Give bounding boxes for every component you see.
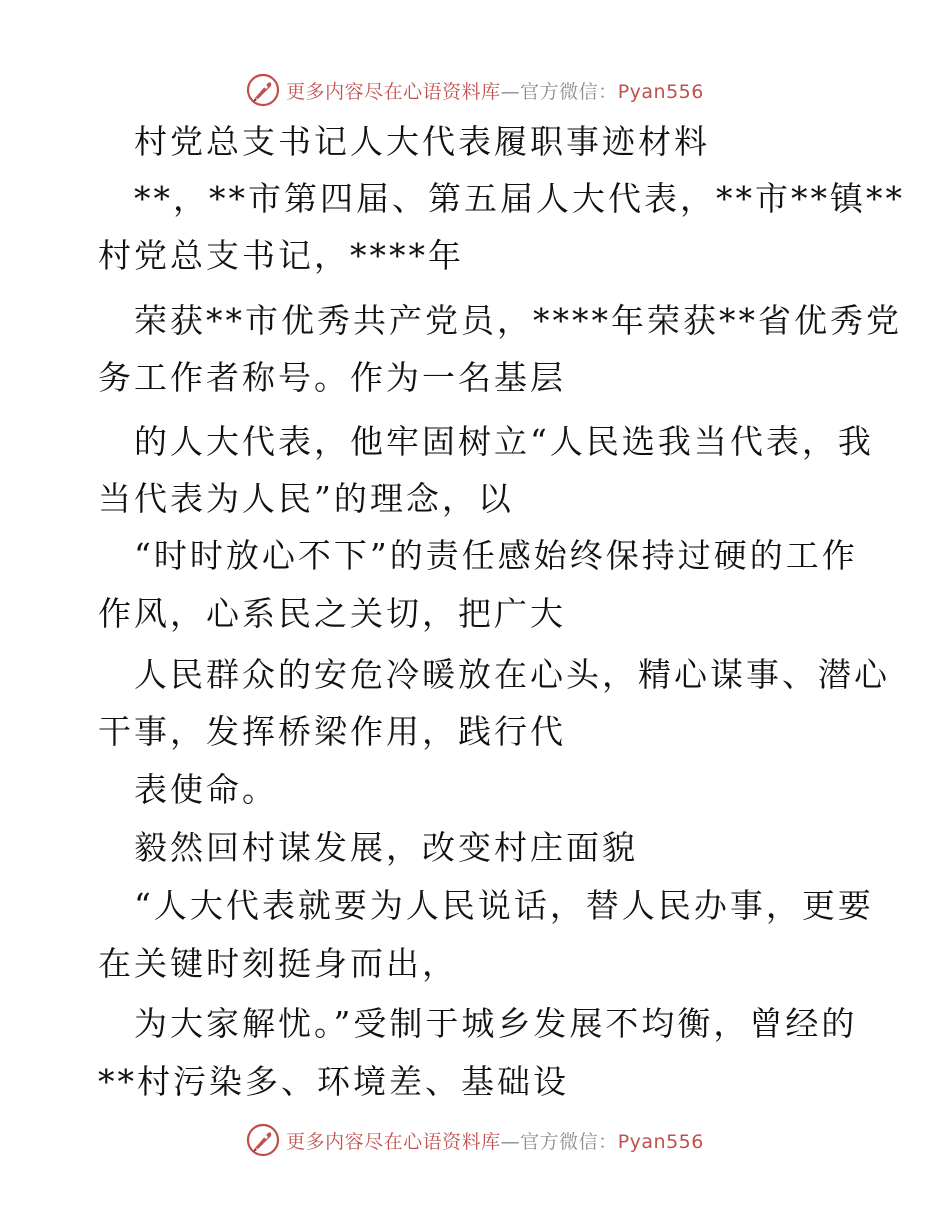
watermark-text (286, 1127, 704, 1154)
text-line: 干事，发挥桥梁作用，践行代 (98, 712, 566, 751)
watermark-red-text: 更多内容尽在心语资料库 (286, 80, 501, 103)
text-line: 当代表为人民”的理念，以 (98, 479, 514, 518)
section-heading: 毅然回村谋发展，改变村庄面貌 (134, 828, 638, 867)
text-line: “人大代表就要为人民说话，替人民办事，更要 (134, 886, 874, 925)
text-line: 荣获**市优秀共产党员，****年荣获**省优秀党 (134, 301, 902, 340)
text-line: **，**市第四届、第五届人大代表，**市**镇** (134, 179, 905, 218)
text-line: 在关键时刻挺身而出， (98, 944, 458, 983)
text-line: “时时放心不下”的责任感始终保持过硬的工作 (134, 536, 858, 575)
document-title: 村党总支书记人大代表履职事迹材料 (134, 122, 710, 161)
text-line: 表使命。 (134, 770, 278, 809)
text-line: 人民群众的安危冷暖放在心头，精心谋事、潜心 (134, 655, 890, 694)
quill-pen-logo-icon (246, 1123, 280, 1157)
watermark-red-text: 更多内容尽在心语资料库 (286, 1130, 501, 1153)
footer-watermark (0, 1120, 950, 1160)
watermark-gray-text: —官方微信： (500, 1130, 618, 1153)
text-line: 村党总支书记，****年 (98, 236, 464, 275)
watermark-id-text: Pyan556 (617, 80, 704, 103)
quill-pen-logo-icon (246, 73, 280, 107)
watermark-id-text: Pyan556 (617, 1130, 704, 1153)
watermark-text (286, 77, 704, 104)
text-line: 的人大代表，他牢固树立“人民选我当代表，我 (134, 422, 874, 461)
text-line: 作风，心系民之关切，把广大 (98, 594, 566, 633)
text-line: **村污染多、环境差、基础设 (98, 1062, 569, 1101)
header-watermark (0, 70, 950, 110)
text-line: 为大家解忧。”受制于城乡发展不均衡，曾经的 (134, 1004, 858, 1043)
text-line: 务工作者称号。作为一名基层 (98, 358, 566, 397)
watermark-gray-text: —官方微信： (500, 80, 618, 103)
